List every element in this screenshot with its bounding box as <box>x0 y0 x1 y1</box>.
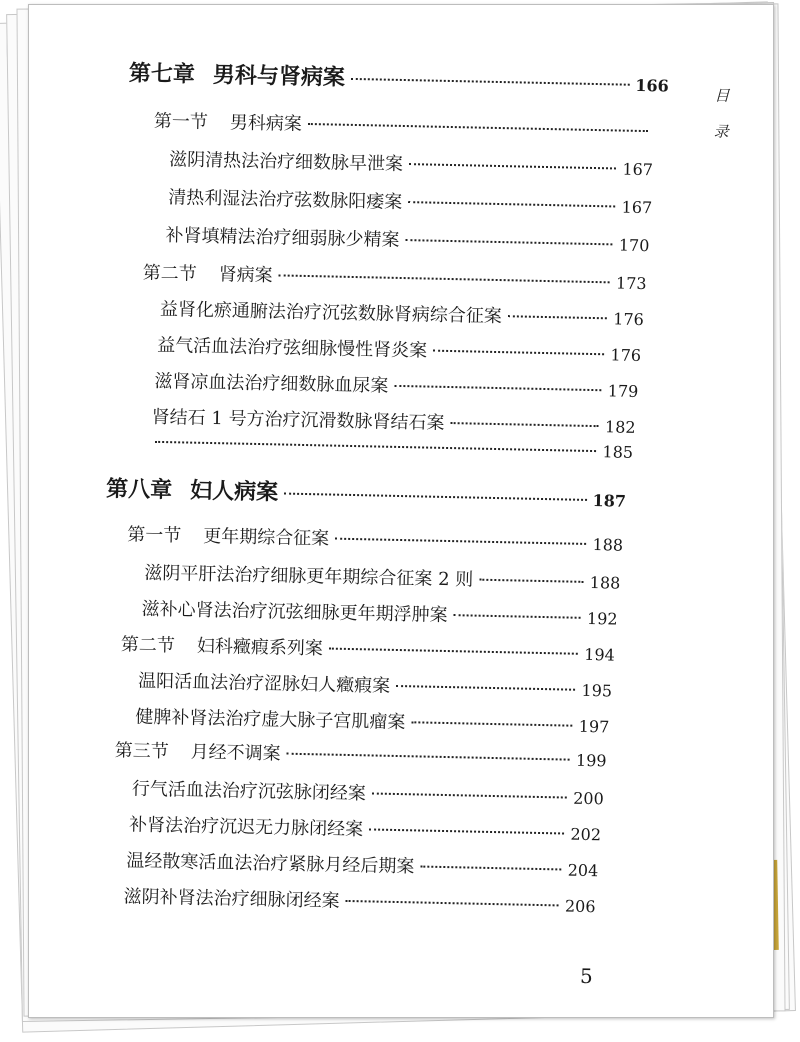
toc-chapter[interactable] <box>129 56 670 98</box>
page-ref: 176 <box>610 345 642 366</box>
case-title: 补肾法治疗沉迟无力脉闭经案 <box>128 814 364 841</box>
page-ref: 187 <box>592 491 627 511</box>
case-title: 滋阴平肝法治疗细脉更年期综合征案 2 则 <box>144 562 474 591</box>
dot-leader <box>479 579 584 583</box>
case-title: 滋肾凉血法治疗细数脉血尿案 <box>154 370 389 397</box>
page-ref: 176 <box>613 309 645 330</box>
section-title: 更年期综合征案 <box>202 525 330 550</box>
page-number: 5 <box>579 963 594 989</box>
toc-case[interactable] <box>160 295 644 331</box>
dot-leader <box>329 648 578 655</box>
case-title: 健脾补肾法治疗虚大脉子宫肌瘤案 <box>135 706 406 734</box>
side-label-mu: 目 <box>714 86 730 105</box>
dot-leader <box>287 753 570 761</box>
section-label: 第一节 <box>153 110 209 133</box>
page-ref: 185 <box>602 442 634 462</box>
case-title: 益肾化瘀通腑法治疗沉弦数脉肾病综合征案 <box>159 298 503 328</box>
chapter-label: 第八章 <box>105 475 173 504</box>
page-ref: 188 <box>592 535 624 555</box>
section-label: 第二节 <box>142 262 197 285</box>
page-ref: 166 <box>635 75 669 96</box>
case-title: 滋阴清热法治疗细数脉早泄案 <box>168 149 404 175</box>
page-ref: 204 <box>567 860 599 881</box>
dot-leader <box>308 123 648 132</box>
case-title: 温经散寒活血法治疗紧脉月经后期案 <box>126 850 415 878</box>
dot-leader <box>335 538 586 545</box>
case-title: 肾结石 1 号方治疗沉滑数脉肾结石案 <box>151 406 445 434</box>
section-title: 妇科癥瘕系列案 <box>196 635 324 660</box>
toc-section[interactable] <box>154 107 654 143</box>
case-title: 补肾填精法治疗细弱脉少精案 <box>165 225 400 251</box>
dot-leader <box>372 792 567 798</box>
chapter-label: 第七章 <box>128 60 196 88</box>
case-title: 滋阴补肾法治疗细脉闭经案 <box>123 886 340 912</box>
page-ref: 182 <box>604 417 636 437</box>
page-ref: 202 <box>570 824 602 845</box>
dot-leader <box>396 685 575 691</box>
toc-case[interactable] <box>169 145 653 181</box>
dot-leader <box>279 274 610 283</box>
case-title: 行气活血法治疗沉弦脉闭经案 <box>131 778 367 805</box>
dot-leader <box>346 900 559 906</box>
toc-section[interactable] <box>121 630 615 666</box>
chapter-title: 男科与肾病案 <box>212 61 346 91</box>
dot-leader <box>155 441 596 452</box>
page-ref: 179 <box>607 381 639 401</box>
dot-leader <box>405 239 612 245</box>
dot-leader <box>369 828 564 834</box>
toc-case[interactable] <box>154 367 638 403</box>
dot-leader <box>408 201 615 207</box>
chapter-title: 妇人病案 <box>189 477 279 506</box>
toc-case[interactable] <box>129 810 601 846</box>
toc-section[interactable] <box>142 259 646 296</box>
page-ref: 195 <box>581 680 613 701</box>
toc-section[interactable] <box>127 520 623 556</box>
dot-leader <box>409 163 616 169</box>
side-label-lu: 录 <box>713 122 729 141</box>
toc-chapter[interactable] <box>106 472 627 514</box>
section-label: 第三节 <box>114 740 169 763</box>
toc-case[interactable] <box>123 882 595 918</box>
section-title: 月经不调案 <box>190 741 281 765</box>
page-ref: 194 <box>584 644 615 665</box>
dot-leader <box>454 614 581 619</box>
case-title: 滋补心肾法治疗沉弦细脉更年期浮肿案 <box>141 598 448 627</box>
dot-leader <box>351 78 630 86</box>
dot-leader <box>451 422 600 427</box>
case-title: 益气活血法治疗弦细脉慢性肾炎案 <box>156 334 428 362</box>
section-title: 肾病案 <box>218 264 273 287</box>
section-title: 男科病案 <box>229 112 303 135</box>
dot-leader <box>508 315 607 319</box>
page-ref: 206 <box>564 896 596 917</box>
dot-leader <box>433 350 604 356</box>
dot-leader <box>394 385 601 391</box>
section-label: 第二节 <box>120 634 176 657</box>
page-ref: 173 <box>615 273 647 294</box>
page-ref: 167 <box>622 159 654 180</box>
toc-case[interactable] <box>135 703 609 739</box>
page-ref: 188 <box>589 572 621 593</box>
page-ref: 200 <box>573 788 604 809</box>
dot-leader <box>284 493 587 501</box>
toc-case[interactable] <box>144 559 620 595</box>
toc-case[interactable] <box>138 667 612 703</box>
page-ref: 197 <box>578 716 610 737</box>
toc-case[interactable] <box>157 331 641 367</box>
page-ref: 192 <box>586 608 618 629</box>
page-ref: 199 <box>575 750 607 771</box>
toc-case[interactable] <box>132 774 604 810</box>
section-label: 第一节 <box>126 524 182 547</box>
toc-case[interactable] <box>126 846 598 882</box>
case-title: 温阳活血法治疗涩脉妇人癥瘕案 <box>137 670 391 697</box>
dot-leader <box>420 866 561 871</box>
toc-section[interactable] <box>114 736 606 772</box>
case-title: 清热利湿法治疗弦数脉阳痿案 <box>168 187 403 213</box>
page-ref: 167 <box>621 197 653 218</box>
toc-case[interactable] <box>141 595 617 631</box>
toc-case[interactable] <box>168 183 652 219</box>
dot-leader <box>411 721 572 726</box>
page-ref: 170 <box>618 235 650 256</box>
toc-case[interactable] <box>165 221 649 257</box>
